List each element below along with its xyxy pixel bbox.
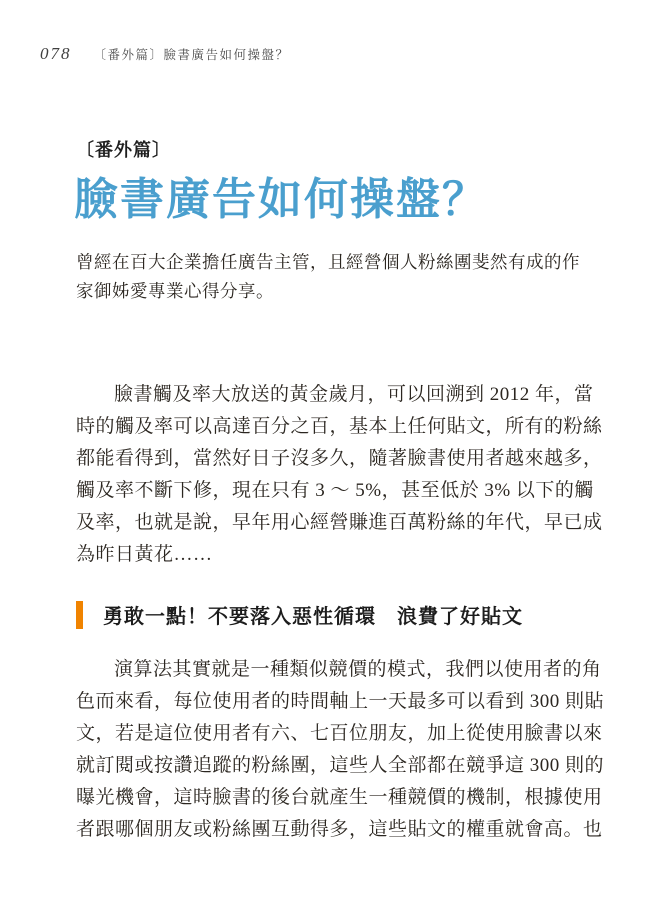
running-header	[40, 44, 607, 64]
body-line: 文，若是這位使用者有六、七百位朋友，加上從使用臉書以來	[76, 723, 603, 744]
body-line: 曝光機會，這時臉書的後台就產生一種競價的機制，根據使用	[76, 787, 603, 808]
page-number: 078	[40, 44, 72, 63]
article-title: 臉書廣告如何操盤？	[74, 175, 488, 224]
orange-accent-bar	[76, 601, 83, 629]
body-line: 色而來看，每位使用者的時間軸上一天最多可以看到 300 則貼	[76, 691, 605, 712]
body-line: 演算法其實就是一種類似競價的模式，我們以使用者的角	[114, 659, 602, 680]
article-lede	[76, 248, 586, 306]
body-line: 及率，也就是說，早年用心經營賺進百萬粉絲的年代，早已成	[76, 512, 603, 533]
running-title: 〔番外篇〕臉書廣告如何操盤？	[93, 48, 290, 62]
lede-line: 曾經在百大企業擔任廣告主管，且經營個人粉絲團斐然有成的作	[76, 252, 580, 272]
body-line: 臉書觸及率大放送的黃金歲月，可以回溯到 2012 年，當	[114, 384, 594, 405]
body-line: 觸及率不斷下修，現在只有 3 ～ 5%，甚至低於 3% 以下的觸	[76, 480, 594, 501]
body-line: 為昨日黃花……	[76, 544, 213, 565]
body-line: 時的觸及率可以高達百分之百，基本上任何貼文，所有的粉絲	[76, 416, 603, 437]
section-heading	[76, 600, 523, 629]
section-heading-text: 勇敢一點！不要落入惡性循環 浪費了好貼文	[103, 606, 523, 628]
body-line: 者跟哪個朋友或粉絲團互動得多，這些貼文的權重就會高。也	[76, 819, 603, 840]
body-line: 都能看得到，當然好日子沒多久，隨著臉書使用者越來越多，	[76, 448, 603, 469]
body-paragraph-2	[76, 654, 605, 846]
article-kicker: 〔番外篇〕	[76, 140, 171, 160]
body-line: 就訂閱或按讚追蹤的粉絲團，這些人全部都在競爭這 300 則的	[76, 755, 605, 776]
body-paragraph-1	[76, 379, 603, 571]
lede-line: 家御姊愛專業心得分享。	[76, 281, 274, 301]
